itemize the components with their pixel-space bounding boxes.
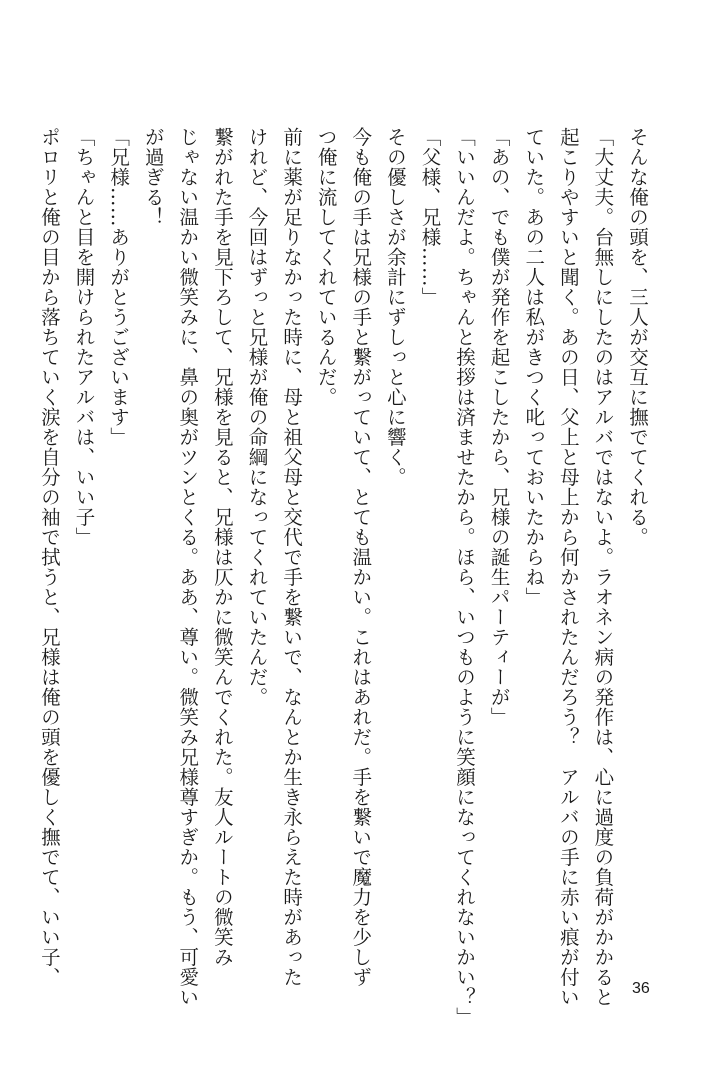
text-line: 「兄様……ありがとうございます」	[107, 127, 131, 447]
text-line: 繋がれた手を見下ろして、兄様を見ると、兄様は仄かに微笑んでくれた。友人ルートの微笑み	[210, 127, 234, 967]
page-number: 36	[632, 980, 650, 997]
text-line: 「ちゃんと目を開けられたアルバは、いい子」	[72, 127, 96, 547]
text-line: 「いいんだよ。ちゃんと挨拶は済ませたから。ほら、いつものように笑顔になってくれないかい？」	[453, 127, 477, 1027]
text-line: じゃない温かい微笑みに、鼻の奥がツンとくる。ああ、尊い。微笑み兄様尊すぎか。もう、可愛い	[176, 127, 200, 1007]
text-line: 「父様、兄様……」	[418, 127, 442, 307]
text-line: が過ぎる！	[141, 127, 165, 227]
text-line: 「あの、でも僕が発作を起こしたから、兄様の誕生パーティーが」	[487, 127, 511, 727]
text-line: 起こりやすいと聞く。あの日、父上と母上から何かされたんだろう？ アルバの手に赤い痕が付い	[556, 127, 580, 1007]
text-line: その優しさが余計にずしっと心に響く。	[383, 127, 407, 487]
text-line: 前に薬が足りなかった時に、母と祖父母と交代で手を繋いで、なんとか生き永らえた時があった	[280, 127, 304, 987]
text-line: ていた。あの二人は私がきつく叱っておいたからね」	[522, 127, 546, 607]
text-line: つ俺に流してくれているんだ。	[314, 127, 338, 407]
text-line: ポロリと俺の目から落ちていく涙を自分の袖で拭うと、兄様は俺の頭を優しく撫でて、いい子、	[37, 127, 61, 987]
text-line: そんな俺の頭を、三人が交互に撫でてくれる。	[626, 127, 649, 547]
text-line: 今も俺の手は兄様の手と繋がっていて、とても温かい。これはあれだ。手を繋いで魔力を少しず	[349, 127, 373, 987]
text-line: 「大丈夫。台無しにしたのはアルバではないよ。ラオネン病の発作は、心に過度の負荷がかかると	[591, 127, 615, 1007]
text-line: けれど、今回はずっと兄様が俺の命綱になってくれていたんだ。	[245, 127, 269, 707]
